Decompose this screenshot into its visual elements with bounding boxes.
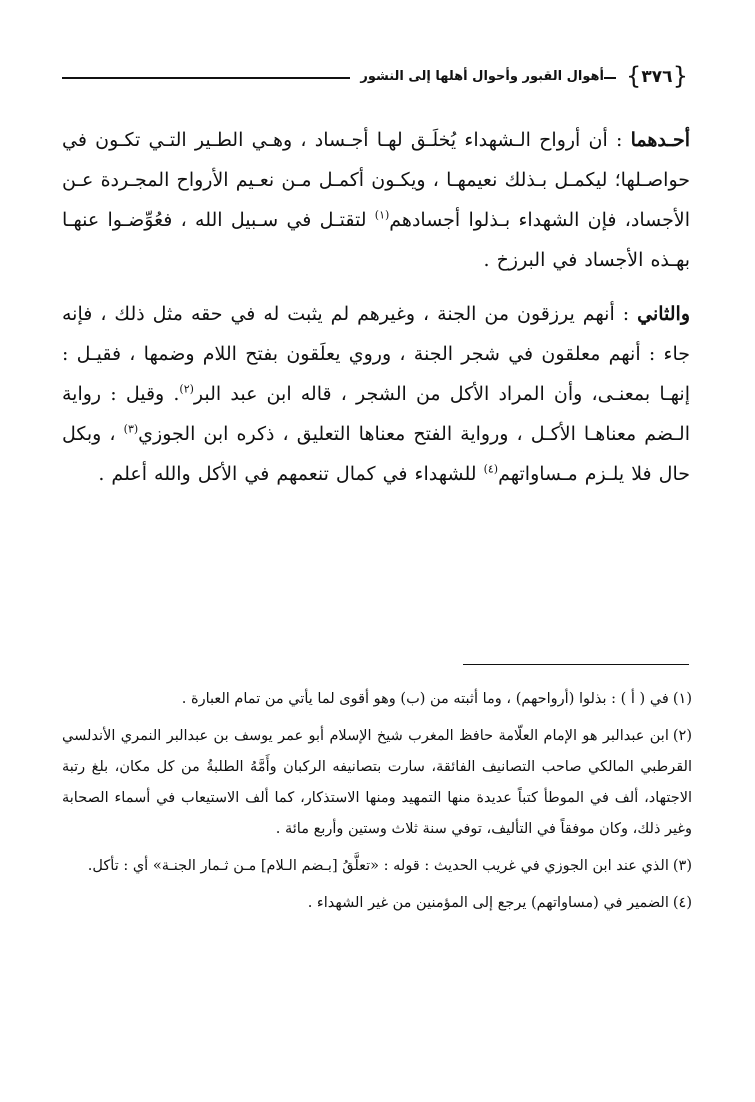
footnote-text: في ( أ ) : بذلوا (أرواحهم) ، وما أثبته من (ب) وهو أقوى لما يأتي من تمام العبارة . <box>181 691 669 707</box>
footnote-ref-2[interactable]: (٢) <box>179 382 194 396</box>
paragraph-lead: أحـدهما <box>630 129 690 151</box>
footnote-text: الذي عند ابن الجوزي في غريب الحديث : قوله : «تعلَّقُ [بـضم الـلام] مـن ثـمار الجنـة» أي : تأكل. <box>87 858 669 874</box>
paragraph-text: . وقيل : رواية الـضم معناهـا الأكـل ، ورواية الفتح معناها التعليق ، ذكره ابن الجوزي <box>62 383 691 445</box>
paragraph-text: لتقتـل في سـبيل الله ، فعُوِّضـوا عنهـا بهـذه الأجساد في البرزخ . <box>62 209 690 271</box>
footnote-number: (١) <box>672 691 692 707</box>
footnote-separator <box>463 664 689 665</box>
paragraph-first <box>62 120 690 280</box>
footnote-1 <box>62 684 692 715</box>
paragraph-text: للشهداء في كمال تنعمهم في الأكل والله أعلم . <box>98 463 484 485</box>
running-header <box>62 60 690 94</box>
footnote-text: ابن عبدالبر هو الإمام العلّامة حافظ المغرب شيخ الإسلام أبو عمر يوسف بن عبدالبر النمري الأندلسي القرطبي المالكي صاحب التصانيف الفائقة، سارت بتصانيفه الركبان وأَمَّهُ الطلبةُ من كل مكان، بلغ رتبة الاجتهاد، ألف في الموطأ كتباً عديدة منها التمهيد ومنها الاستذكار، كما ألف الاستيعاب في أسماء الصحابة وغير ذلك، وكان موفقاً في التأليف، توفي سنة ثلاث وستين وأربع مائة . <box>62 728 692 837</box>
paragraph-second <box>62 294 690 494</box>
footnote-number: (٢) <box>672 728 692 744</box>
paragraph-lead: والثاني <box>637 303 690 325</box>
running-title: أهوال القبور وأحوال أهلها إلى النشور <box>350 66 604 88</box>
footnote-2 <box>62 721 692 845</box>
footnote-3 <box>62 851 692 882</box>
footnote-text: الضمير في (مساواتهم) يرجع إلى المؤمنين من غير الشهداء . <box>307 895 669 911</box>
footnote-ref-1[interactable]: (١) <box>374 208 390 222</box>
footnote-number: (٤) <box>672 895 692 911</box>
footnote-ref-4[interactable]: (٤) <box>483 462 499 476</box>
footnote-4 <box>62 888 692 919</box>
footnotes <box>62 684 692 925</box>
paragraph-text: : أنهم يرزقون من الجنة ، وغيرهم لم يثبت له في حقه مثل ذلك ، فإنه جاء : أنهم معلقون في شجر الجنة ، وروي يعلَقون بفتح اللام وضمها ، فقيـل : إنهـا بمعنـى، وأن المراد الأكل من الشجر ، قاله ابن عبد البر <box>62 303 690 405</box>
page-number: { ٣٧٦ } <box>624 60 690 94</box>
paragraph-text: ، وبكل حال فلا يلـزم مـساواتهم <box>62 423 690 485</box>
main-text <box>62 120 690 494</box>
footnote-number: (٣) <box>672 858 692 874</box>
paragraph-text: : أن أرواح الـشهداء يُخلَـق لهـا أجـساد ، وهـي الطـير التـي تكـون في حواصـلها؛ ليكمـل بـذلك نعيمهـا ، ويكـون أكمـل مـن نعـيم الأرواح المجـردة عـن الأجساد، فإن الشهداء بـذلوا أجسادهم <box>62 129 690 231</box>
footnote-ref-3[interactable]: (٣) <box>123 422 139 436</box>
